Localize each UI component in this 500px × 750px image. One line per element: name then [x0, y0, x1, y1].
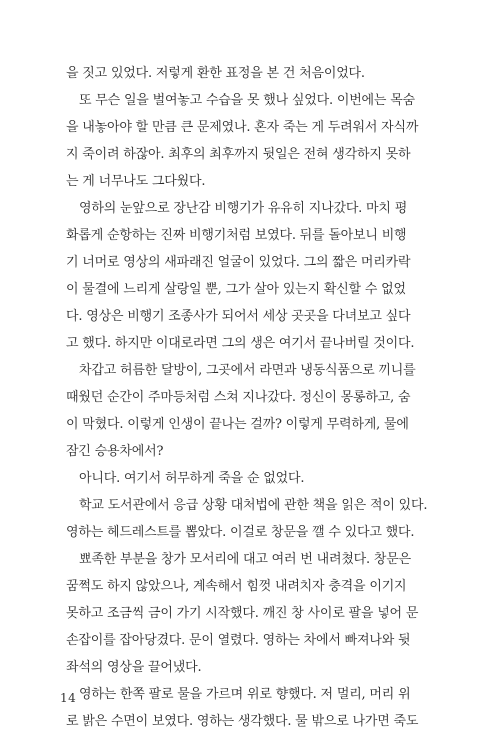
text-line: 꿈쩍도 하지 않았으나, 계속해서 힘껏 내려치자 충격을 이기지: [66, 579, 407, 594]
text-line: 또 무슨 일을 벌여놓고 수습을 못 했나 싶었다. 이번에는 목숨: [79, 93, 415, 108]
text-line: 차갑고 허름한 달방이, 그곳에서 라면과 냉동식품으로 끼니를: [79, 363, 416, 378]
text-line: 아니다. 여기서 허무하게 죽을 순 없었다.: [79, 471, 305, 486]
text-line: 영하는 헤드레스트를 뽑았다. 이걸로 창문을 깰 수 있다고 했다.: [66, 525, 415, 540]
text-line: 뾰족한 부분을 창가 모서리에 대고 여러 번 내려쳤다. 창문은: [79, 552, 411, 567]
text-line: 손잡이를 잡아당겼다. 문이 열렸다. 영하는 차에서 빠져나와 뒷: [66, 633, 411, 648]
page-number: 14: [60, 691, 77, 705]
text-line: 지 죽이려 하잖아. 최후의 최후까지 뒷일은 전혀 생각하지 못하: [66, 147, 411, 162]
text-line: 못하고 조금씩 금이 가기 시작했다. 깨진 창 사이로 팔을 넣어 문: [66, 606, 419, 621]
text-line: 이 물결에 느리게 살랑일 뿐, 그가 살아 있는지 확신할 수 없었: [66, 282, 406, 297]
text-line: 을 짓고 있었다. 저렇게 환한 표정을 본 건 처음이었다.: [66, 66, 365, 81]
text-line: 다. 영상은 비행기 조종사가 되어서 세상 곳곳을 다녀보고 싶다: [66, 309, 411, 324]
text-line: 기 너머로 영상의 새파래진 얼굴이 있었다. 그의 짧은 머리카락: [66, 255, 411, 270]
text-line: 영하의 눈앞으로 장난감 비행기가 유유히 지나갔다. 마치 평: [79, 201, 408, 216]
text-line: 좌석의 영상을 끌어냈다.: [66, 660, 202, 675]
text-line: 을 내놓아야 할 만큼 큰 문제였나. 혼자 죽는 게 두려워서 자식까: [66, 120, 419, 135]
text-line: 때웠던 순간이 주마등처럼 스쳐 지나갔다. 정신이 몽롱하고, 숨: [66, 390, 411, 405]
text-line: 는 게 너무나도 그다웠다.: [66, 174, 206, 189]
text-line: 영하는 한쪽 팔로 물을 가르며 위로 향했다. 저 멀리, 머리 위: [79, 687, 411, 702]
text-line: 고 했다. 하지만 이대로라면 그의 생은 여기서 끝나버릴 것이다.: [66, 336, 415, 351]
body-text: [66, 60, 436, 735]
text-line: 이 막혔다. 이렇게 인생이 끝나는 걸까? 이렇게 무력하게, 물에: [66, 417, 409, 432]
text-line: 로 밝은 수면이 보였다. 영하는 생각했다. 물 밖으로 나가면 죽도: [66, 714, 419, 729]
text-line: 잠긴 승용차에서?: [66, 444, 164, 459]
text-line: 학교 도서관에서 응급 상황 대처법에 관한 책을 읽은 적이 있다.: [79, 498, 428, 513]
text-line: 화롭게 순항하는 진짜 비행기처럼 보였다. 뒤를 돌아보니 비행: [66, 228, 407, 243]
